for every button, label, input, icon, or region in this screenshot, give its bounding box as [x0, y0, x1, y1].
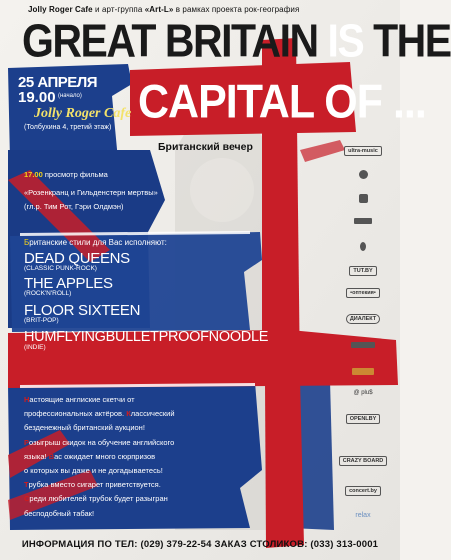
event-date: 25 АПРЕЛЯ: [18, 74, 98, 91]
band-genre: (INDIE): [24, 344, 46, 351]
poster-title-line1: [22, 16, 451, 65]
desc-line: безденежный британский аукцион!: [24, 423, 145, 433]
desc-line: о которых вы даже и не догадываетесь!: [24, 466, 163, 476]
band-genre: (ROCK'N'ROLL): [24, 290, 72, 297]
film-line-1: [24, 166, 158, 184]
organizer-name: Jolly Roger Cafe: [28, 5, 93, 14]
band-genre: (CLASSIC PUNK-ROCK): [24, 265, 97, 272]
title-great-britain: GREAT BRITAIN: [22, 14, 328, 67]
project-text: в рамках проекта рок-география: [173, 5, 300, 14]
styles-intro-text: ританские стили для Вас исполняют:: [29, 238, 167, 247]
sponsor-logo: ultra-music: [334, 146, 392, 156]
desc-line: бесподобный табак!: [24, 508, 95, 518]
desc-line: Среди любителей трубок будет разыгран: [24, 494, 168, 504]
evening-title: Британский вечер: [158, 141, 253, 153]
poster-title-line2: CAPITAL OF ...: [138, 75, 426, 129]
band-name: DEAD QUEENS: [24, 250, 130, 267]
organizers-line: [28, 5, 299, 14]
film-cast: (гл.р. Тим Рот, Гэри Олдмэн): [24, 202, 124, 211]
desc-line: Настоящие англиские скетчи от: [24, 395, 135, 404]
sponsor-logo: •оптекия•: [334, 288, 392, 298]
desc-line: Трубка вместо сигарет приветствуется.: [24, 480, 161, 490]
desc-line: языка! Вас ожидает много сюрпризов: [24, 451, 156, 461]
band-genre: (BRIT-POP): [24, 317, 59, 324]
art-group-name: «Art-L»: [144, 5, 174, 14]
styles-intro: [24, 238, 167, 247]
band-name: FLOOR SIXTEEN: [24, 302, 141, 319]
desc-line: Розыгрыш скидок на обучение английского: [24, 437, 175, 447]
sponsor-logo: relax: [355, 512, 371, 519]
band-name: HUMFLYINGBULLETPROOFNOODLE: [24, 329, 269, 345]
desc-line: профессиональных актёров. Классический: [24, 409, 175, 419]
sponsor-logo: CRAZY BOARD: [334, 456, 392, 466]
event-description: [24, 393, 259, 521]
sponsor-logo-mark: [334, 342, 392, 349]
film-time: 17.00: [24, 170, 43, 179]
sponsor-logo: TUT.BY: [334, 266, 392, 276]
film-title: «Розенкранц и Гильденстерн мертвы»: [24, 188, 158, 197]
sponsor-logo-mark: [334, 242, 392, 251]
venue-address: (Толбухина 4, третий этаж): [24, 124, 112, 131]
sponsor-logo: OPENLBY: [334, 414, 392, 424]
film-block: [24, 166, 158, 212]
sponsor-logo-mark: [334, 170, 392, 179]
event-time: 19.00: [18, 89, 56, 106]
event-time-note: (начало): [58, 93, 82, 99]
title-is: IS: [327, 14, 364, 67]
contact-footer: ИНФОРМАЦИЯ ПО ТЕЛ: (029) 379-22-54 ЗАКАЗ СТОЛИКОВ: (033) 313-0001: [21, 539, 379, 550]
sponsor-logo: ДИАЛЕКТ: [334, 314, 392, 324]
sponsor-logo-mark: [334, 194, 392, 203]
title-the: THE: [363, 14, 451, 67]
organizer-connector: и арт-группа: [92, 5, 145, 14]
sponsor-logo: @ plu$: [353, 390, 373, 396]
band-name: THE APPLES: [24, 275, 113, 292]
styles-intro-initial: Б: [24, 238, 30, 247]
venue-name: Jolly Roger Cafe: [34, 106, 132, 121]
sponsor-logo: concert.by: [334, 486, 392, 496]
film-line1-text: просмотр фильма: [42, 170, 108, 179]
sponsor-logo-mark: [334, 218, 392, 225]
sponsor-logo-mark: [334, 368, 392, 375]
